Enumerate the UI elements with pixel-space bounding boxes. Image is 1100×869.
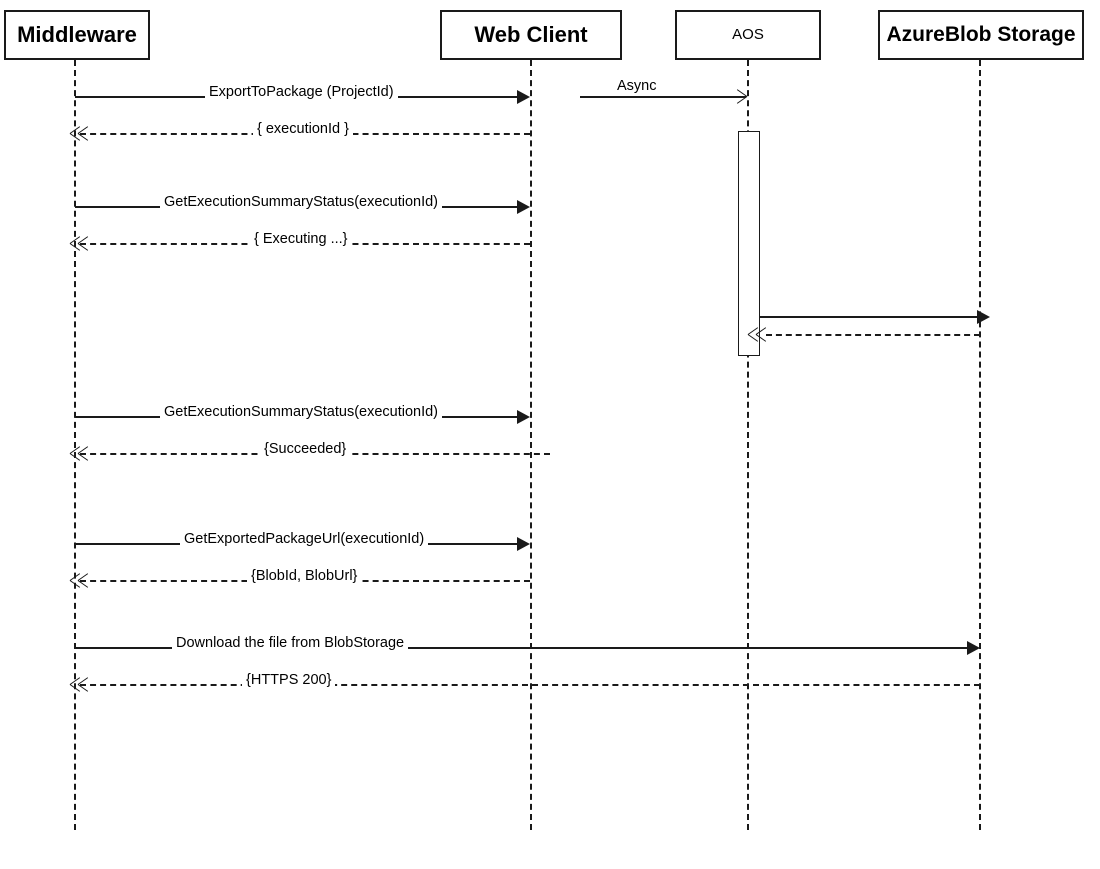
participant-box-azureblob[interactable] <box>878 10 1084 60</box>
message-line-async <box>580 96 746 98</box>
message-label-export-to-package: ExportToPackage (ProjectId) <box>205 85 398 100</box>
arrow-head-succeeded-return-2 <box>78 446 92 460</box>
participant-label-web-client: Web Client <box>474 21 588 47</box>
message-label-https-200-return: {HTTPS 200} <box>242 673 335 688</box>
message-label-get-execution-summary-status-1: GetExecutionSummaryStatus(executionId) <box>160 195 442 210</box>
participant-box-aos[interactable] <box>675 10 821 60</box>
participant-label-middleware: Middleware <box>17 21 137 47</box>
arrow-head-get-execution-summary-status-1 <box>517 200 530 214</box>
message-label-get-exported-package-url: GetExportedPackageUrl(executionId) <box>180 532 428 547</box>
arrow-head-execution-id-return-2 <box>78 126 92 140</box>
message-label-execution-id-return: { executionId } <box>253 122 353 137</box>
arrow-head-download-file <box>967 641 980 655</box>
arrow-head-async <box>733 89 747 103</box>
message-line-blob-to-aos-return <box>766 334 980 336</box>
arrow-head-get-execution-summary-status-2 <box>517 410 530 424</box>
lifeline-web-client <box>530 60 532 830</box>
arrow-head-https-200-return-2 <box>78 677 92 691</box>
message-line-aos-to-blob <box>760 316 978 318</box>
message-label-get-execution-summary-status-2: GetExecutionSummaryStatus(executionId) <box>160 405 442 420</box>
arrow-head-aos-to-blob <box>977 310 990 324</box>
arrow-head-executing-return-2 <box>78 236 92 250</box>
message-label-succeeded-return: {Succeeded} <box>260 442 350 457</box>
arrow-head-blob-to-aos-return-2 <box>756 327 770 341</box>
message-label-executing-return: { Executing ...} <box>250 232 352 247</box>
message-line-https-200-return <box>80 684 980 686</box>
lifeline-azureblob <box>979 60 981 830</box>
participant-label-azureblob: AzureBlob Storage <box>886 23 1076 47</box>
message-label-blob-id-url-return: {BlobId, BlobUrl} <box>247 569 361 584</box>
message-label-async: Async <box>613 79 661 94</box>
arrow-head-blob-id-url-return-2 <box>78 573 92 587</box>
arrow-head-export-to-package <box>517 90 530 104</box>
lifeline-middleware <box>74 60 76 830</box>
participant-label-aos: AOS <box>732 25 764 43</box>
message-label-download-file: Download the file from BlobStorage <box>172 636 408 651</box>
participant-box-web-client[interactable] <box>440 10 622 60</box>
arrow-head-get-exported-package-url <box>517 537 530 551</box>
activation-bar-aos <box>738 131 760 356</box>
participant-box-middleware[interactable] <box>4 10 150 60</box>
